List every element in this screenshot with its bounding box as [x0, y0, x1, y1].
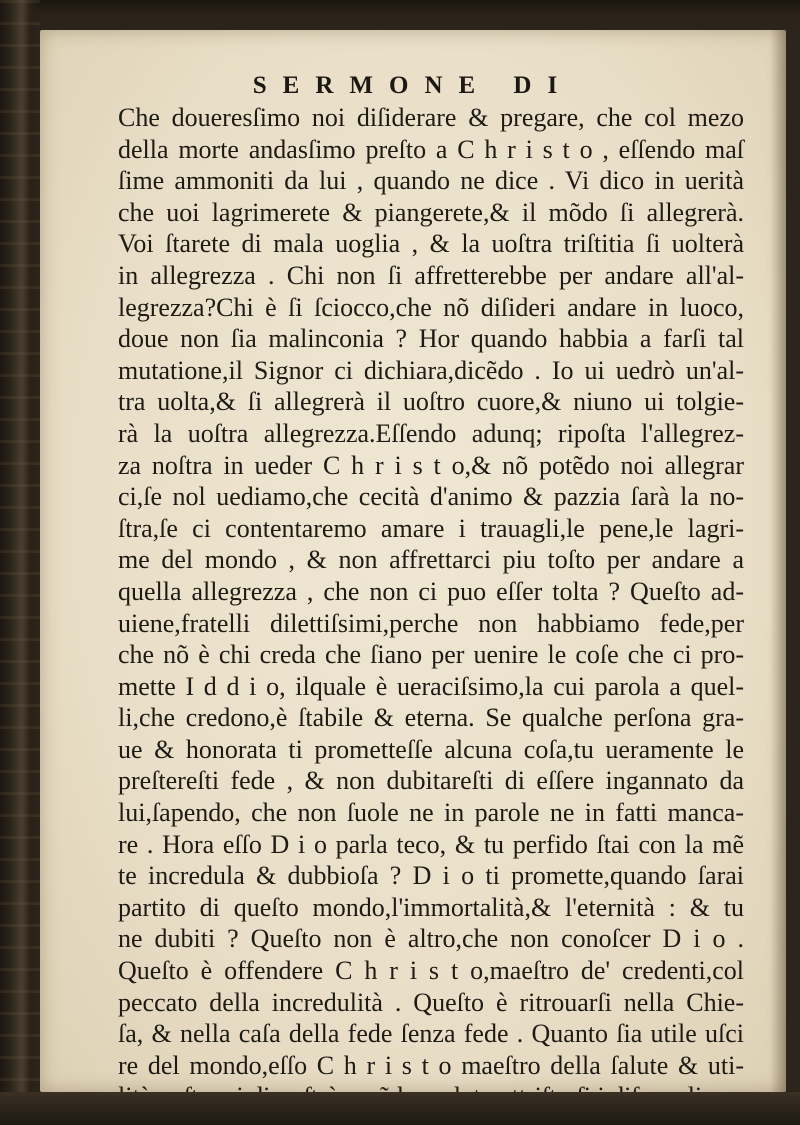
running-head: SERMONE DI [252, 72, 574, 99]
text-line: Queſto è offendere C h r i s t o,maeſtro de' credenti,col [118, 956, 744, 986]
text-line: legrezza?Chi è ſi ſciocco,che nõ diſideri andare in luoco, [118, 292, 744, 322]
text-line: Voi ſtarete di mala uoglia , & la uoſtra triſtitia ſi uolterà [118, 229, 744, 259]
text-line: che nõ è chi creda che ſiano per uenire le coſe che ci pro- [118, 640, 744, 670]
text-line: ci,ſe nol uediamo,che cecità d'animo & pazzia ſarà la no- [118, 482, 744, 512]
text-line: rà la uoſtra allegrezza.Eſſendo adunq; ripoſta l'allegrez- [118, 418, 744, 448]
text-line: preſtereſti fede , & non dubitareſti di eſſere ingannato da [118, 766, 744, 796]
text-line: Che doueresſimo noi diſiderare & pregare, che col mezo [118, 103, 744, 132]
text-line: ſime ammoniti da lui , quando ne dice . Vi dico in uerità [118, 166, 744, 196]
text-line: peccato della incredulità . Queſto è ritrouarſi nella Chie- [118, 987, 744, 1017]
text-line: re . Hora eſſo D i o parla teco, & tu perfido ſtai con la mẽ [118, 829, 744, 859]
text-line: ue & honorata ti prometteſſe alcuna coſa,tu ueramente le [118, 734, 744, 764]
scan-bottom-edge [0, 1092, 800, 1125]
text-line: che uoi lagrimerete & piangerete,& il mõdo ſi allegrerà. [118, 197, 744, 227]
text-line: doue non ſia malinconia ? Hor quando habbia a farſi tal [118, 324, 744, 354]
text-line: ſtra,ſe ci contentaremo amare i trauagli,le pene,le lagri- [118, 513, 744, 543]
body-text [118, 102, 744, 1113]
text-line: lui,ſapendo, che non ſuole ne in parole ne in fatti manca- [118, 798, 744, 828]
text-line: ne dubiti ? Queſto non è altro,che non conoſcer D i o . [118, 924, 744, 954]
text-line: della morte andasſimo preſto a C h r i s t o , eſſendo maſ [118, 134, 744, 164]
page-sheet [40, 30, 786, 1092]
text-line: tra uolta,& ſi allegrerà il uoſtro cuore,& niuno ui tolgie- [118, 387, 744, 417]
text-line: te incredula & dubbioſa ? D i o ti promette,quando ſarai [118, 861, 744, 891]
text-line: in allegrezza . Chi non ſi affretterebbe per andare all'al- [118, 260, 744, 290]
text-line: re del mondo,eſſo C h r i s t o maeſtro della ſalute & uti- [118, 1050, 744, 1080]
text-line: mette I d d i o, ilquale è ueraciſsimo,la cui parola a quel- [118, 671, 744, 701]
text-line: ſa, & nella caſa della fede ſenza fede . Quanto ſia utile uſci [118, 1019, 744, 1049]
text-line: mutatione,il Signor ci dichiara,dicẽdo . Io ui uedrò un'al- [118, 355, 744, 385]
text-line: partito di queſto mondo,l'immortalità,& l'eternità : & tu [118, 892, 744, 922]
text-line: quella allegrezza , che non ci puo eſſer tolta ? Queſto ad- [118, 576, 744, 606]
book-gutter [0, 0, 40, 1125]
text-line: uiene,fratelli dilettiſsimi,perche non habbiamo fede,per [118, 608, 744, 638]
page-edge-shadow [770, 30, 786, 1092]
text-line: li,che credono,è ſtabile & eterna. Se qualche perſona gra- [118, 703, 744, 733]
text-line: me del mondo , & non affrettarci piu toſto per andare a [118, 545, 744, 575]
text-line: za noſtra in ueder C h r i s t o,& nõ potẽdo noi allegrar [118, 450, 744, 480]
